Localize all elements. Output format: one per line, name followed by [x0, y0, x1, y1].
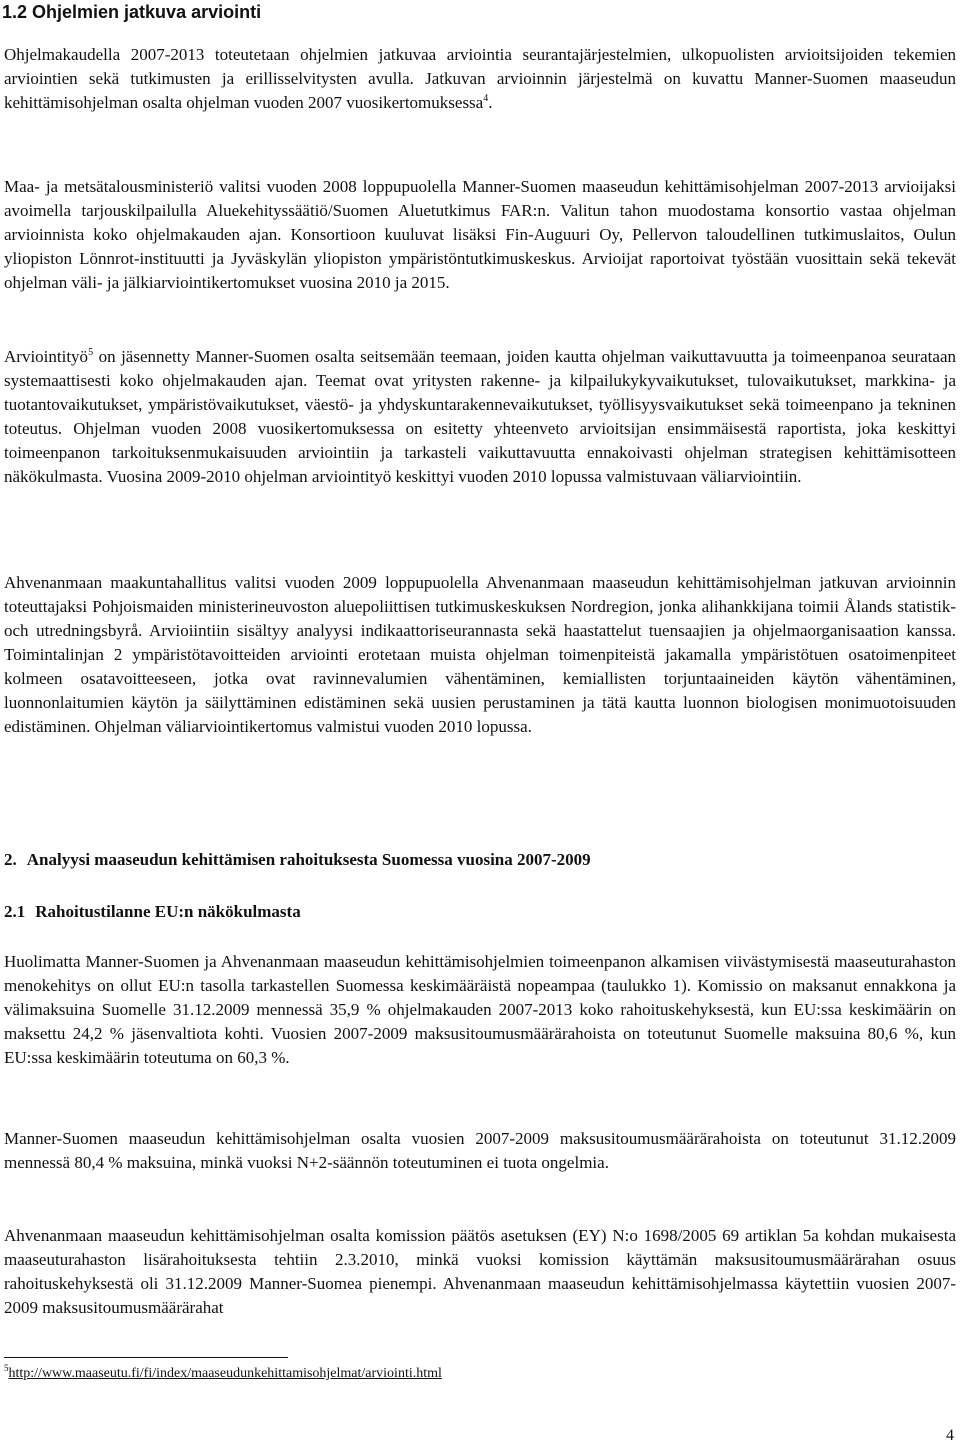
footnote-divider: [4, 1357, 288, 1358]
section-heading-1-2: 1.2 Ohjelmien jatkuva arviointi: [2, 2, 262, 22]
section-number: 2.: [4, 850, 17, 869]
paragraph-lead: Arviointityö: [4, 347, 89, 366]
paragraph-text: on jäsennetty Manner-Suomen osalta seitsemään teemaan, joiden kautta ohjelman vaikuttavuutta ja toimeenpanoa seurataan systemaattisesti koko ohjelmakauden ajan. Teemat ovat yritysten rakenne- ja kilpailukykyvaikutukset, tulovaikutukset, markkina- ja tuotantovaikutukset, ympäristövaikutukset, väestö- ja yhdyskuntarakennevaikutukset, työllisyysvaikutukset sekä toimeenpano ja tekninen toteutus. Ohjelman vuoden 2008 vuosikertomuksessa on esitetty yhteenveto arvioitsijan ensimmäisestä raportista, joka keskittyi toimeenpanon tarkoituksenmukaisuuden arviointiin ja tarkasteli vaikuttavuutta ennakoivasti ohjelman strategisen kehittämisotteen näkökulmasta. Vuosina 2009-2010 ohjelman arviointityö keskittyi vuoden 2010 lopussa valmistuvaan väliarviointiin.: [4, 347, 956, 486]
page-number: 4: [946, 1427, 954, 1444]
paragraph-evaluator-selection: Maa- ja metsätalousministeriö valitsi vuoden 2008 loppupuolella Manner-Suomen maaseudun kehittämisohjelman 2007-2013 arvioijaksi avoimella tarjouskilpailulla Aluekehityssäätiö/Suomen Aluetutkimus FAR:n. Valitun tahon muodostama konsortio vastaa ohjelman arvioinnista koko ohjelmakauden ajan. Konsortioon kuuluvat lisäksi Fin-Auguuri Oy, Pellervon taloudellinen tutkimuslaitos, Oulun yliopiston Lönnrot-instituutti ja Jyväskylän yliopiston ympäristöntutkimuskeskus. Arvioijat raportoivat työstään vuosittain sekä tekevät ohjelman väli- ja jälkiarviointikertomukset vuosina 2010 ja 2015.: [4, 177, 956, 292]
paragraph-continuous-evaluation: [4, 43, 956, 115]
footnote-number: 5: [4, 1363, 9, 1373]
section-number: 2.1: [4, 902, 26, 921]
section-heading-2-1: [4, 901, 301, 923]
section-heading-2: [4, 849, 591, 871]
paragraph-text: Ohjelmakaudella 2007-2013 toteutetaan ohjelmien jatkuvaa arviointia seurantajärjestelmien, ulkopuolisten arvioitsijoiden tekemien arviointien sekä tutkimusten ja erillisselvitysten avulla. Jatkuvan arvioinnin järjestelmä on kuvattu Manner-Suomen maaseudun kehittämisohjelman osalta ohjelman vuoden 2007 vuosikertomuksessa: [4, 45, 956, 112]
paragraph-aland-payments: Ahvenanmaan maaseudun kehittämisohjelman osalta komission päätös asetuksen (EY) N:o 1698/2005 69 artiklan 5a kohdan mukaisesta maaseuturahaston lisärahoituksesta tehtiin 2.3.2010, minkä vuoksi komission käyttämän maksusitoumusmäärärahan osuus rahoituskehyksestä oli 31.12.2009 Manner-Suomea pienempi. Ahvenanmaan maaseudun kehittämisohjelmassa käytettiin vuosien 2007-2009 maksusitoumusmäärärahat: [4, 1226, 956, 1317]
section-title: Analyysi maaseudun kehittämisen rahoituksesta Suomessa vuosina 2007-2009: [26, 850, 591, 869]
footnote-ref-5[interactable]: 5: [88, 347, 94, 358]
footnote-ref-4[interactable]: 4: [483, 93, 489, 104]
section-title: Rahoitustilanne EU:n näkökulmasta: [35, 902, 301, 921]
footnote: [4, 1364, 442, 1384]
paragraph-eu-funding: Huolimatta Manner-Suomen ja Ahvenanmaan maaseudun kehittämisohjelmien toimeenpanon alkamisen viivästymisestä maaseuturahaston menokehitys on ollut EU:n tasolla tarkastellen Suomessa keskimääräistä nopeampaa (taulukko 1). Komissio on maksanut ennakkona ja välimaksuina Suomelle 31.12.2009 mennessä 35,9 % ohjelmakauden 2007-2013 koko rahoituskehyksestä, kun EU:ssa keskimäärin on maksettu 24,2 % jäsenvaltiota kohti. Vuosien 2007-2009 maksusitoumusmäärärahoista on toteutunut Suomelle maksuina 80,6 %, kun EU:ssa keskimäärin toteutuma on 60,3 %.: [4, 952, 956, 1067]
paragraph-tail: .: [488, 93, 493, 112]
paragraph-mainland-payments: Manner-Suomen maaseudun kehittämisohjelman osalta vuosien 2007-2009 maksusitoumusmäärärahoista on toteutunut 31.12.2009 mennessä 80,4 % maksuina, minkä vuoksi N+2-säännön toteutuminen ei tuota ongelmia.: [4, 1129, 956, 1172]
paragraph-aland-evaluation: Ahvenanmaan maakuntahallitus valitsi vuoden 2009 loppupuolella Ahvenanmaan maaseudun kehittämisohjelman jatkuvan arvioinnin toteuttajaksi Pohjoismaiden ministerineuvoston aluepoliittisen tutkimuskeskuksen Nordregion, jonka alihankkijana toimii Ålands statistik- och utredningsbyrå. Arvioiintiin sisältyy analyysi indikaattoriseurannasta sekä haastattelut tuensaajien ja ohjelmaorganisaation kanssa. Toimintalinjan 2 ympäristötavoitteiden arviointi erotetaan muista ohjelman toimenpiteistä jakamalla ympäristötuen osatoimenpiteet kolmeen osatavoitteeseen, jotka ovat ravinnevalumien vähentäminen, kemiallisten torjuntaaineiden käytön vähentäminen, luonnonlaitumien käytön ja säilyttäminen edistäminen sekä uusien perustaminen ja tätä kautta luonnon biologisen monimuotoisuuden edistäminen. Ohjelman väliarviointikertomus valmistui vuoden 2010 lopussa.: [4, 573, 956, 736]
footnote-link[interactable]: http://www.maaseutu.fi/fi/index/maaseudunkehittamisohjelmat/arviointi.html: [8, 1366, 442, 1381]
paragraph-evaluation-themes: [4, 345, 956, 489]
